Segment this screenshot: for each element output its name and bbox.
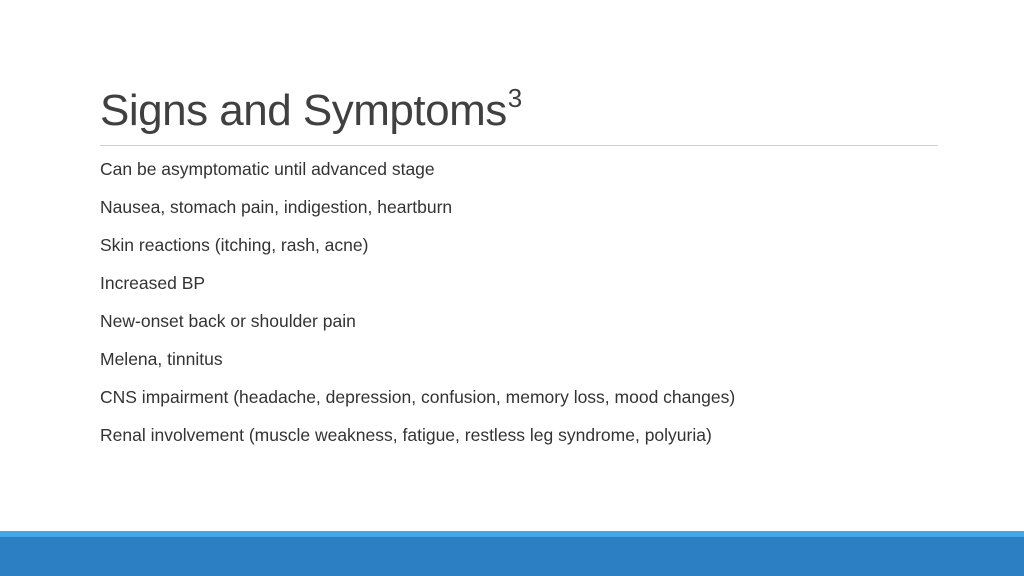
bullet-list [100, 158, 735, 462]
bullet-item: New-onset back or shoulder pain [100, 311, 356, 331]
slide-title [100, 82, 522, 140]
bullet-item: Nausea, stomach pain, indigestion, heartburn [100, 197, 453, 217]
title-citation-superscript: 3 [507, 83, 522, 114]
bullet-item: Can be asymptomatic until advanced stage [100, 159, 435, 179]
bullet-item: Renal involvement (muscle weakness, fatigue, restless leg syndrome, polyuria) [100, 425, 712, 445]
bullet-item: Increased BP [100, 273, 206, 293]
bullet-item: Skin reactions (itching, rash, acne) [100, 235, 369, 255]
slide-title-text: Signs and Symptoms [100, 86, 507, 135]
bullet-item: Melena, tinnitus [100, 349, 223, 369]
bullet-item: CNS impairment (headache, depression, confusion, memory loss, mood changes) [100, 387, 736, 407]
title-divider [100, 145, 938, 146]
footer-band [0, 537, 1024, 576]
